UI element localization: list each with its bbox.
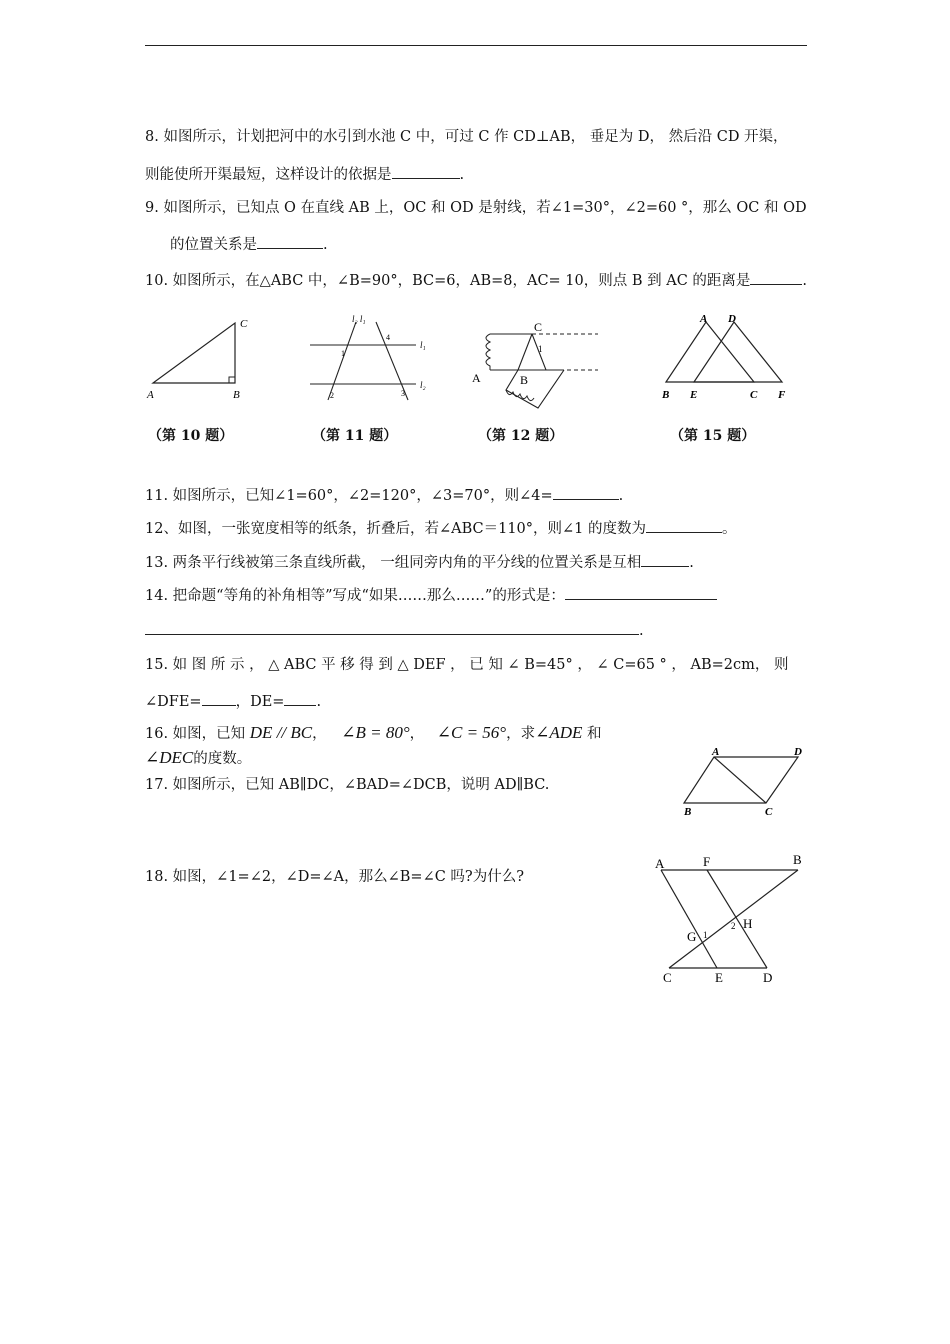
label-b: B [662,389,670,401]
caption-figure-11: （第 11 题） [312,428,398,444]
answer-blank-dfe[interactable] [202,691,236,706]
header-rule [145,45,807,46]
angle-1-label: 1 [538,344,543,354]
angle-1-label: 1 [341,349,345,358]
math-angle-dec: ∠DEC [145,748,194,767]
label-c: C [765,806,773,818]
answer-blank[interactable] [750,270,802,285]
label-l1: l₁ [420,340,426,350]
torn-edge-bottom [506,390,534,401]
label-f: F [778,389,786,401]
label-g: G [687,929,697,944]
angle-2-label: 2 [731,921,736,931]
caption-figure-12: （第 12 题） [478,428,564,444]
folded-strip-top [532,334,564,370]
right-angle-mark [229,377,235,383]
question-18: 18. 如图，∠1=∠2，∠D=∠A，那么∠B=∠C 吗?为什么? [145,869,524,885]
answer-blank[interactable] [646,518,722,533]
triangle-abc [153,323,235,383]
figure-15 [658,312,798,402]
math-angle-ade: ∠ADE [535,723,583,742]
figure-17 [680,745,820,820]
math-angle-b: ∠B = 80° [341,723,410,742]
question-15-line-1: 15. 如 图 所 示 ， △ ABC 平 移 得 到 △ DEF ， 已 知 ∠ B=45° ， ∠ C=65 ° ， AB=2cm， 则 [145,657,789,673]
caption-figure-10: （第 10 题） [148,428,234,444]
triangle-def [694,322,782,382]
question-16-line-2: ∠DEC的度数。 [145,748,252,767]
label-b: B [684,806,692,818]
label-b: B [233,389,240,401]
question-10: 10. 如图所示，在△ABC 中，∠B=90°，BC=6，AB=8，AC= 10，则点 B 到 AC 的距离是 . [145,270,807,291]
label-e: E [690,389,698,401]
figure-11 [308,312,438,402]
question-13: 13. 两条平行线被第三条直线所截， 一组同旁内角的平分线的位置关系是互相 . [145,552,694,573]
answer-blank[interactable] [641,552,689,567]
math-angle-c: ∠C = 56° [436,723,507,742]
line-fd [707,870,767,968]
angle-1-label: 1 [703,930,708,940]
label-c: C [534,320,543,334]
question-14-continuation: . [145,620,644,641]
question-9-line-2: 的位置关系是 . [170,234,328,255]
question-15-line-2: ∠DFE= ，DE= . [145,691,321,712]
torn-edge-left [486,334,490,370]
label-h: H [743,916,753,931]
figure-12 [468,318,608,418]
label-f: F [703,854,711,869]
label-b: B [793,852,802,867]
question-11: 11. 如图所示，已知∠1=60°，∠2=120°，∠3=70°，则∠4= . [145,485,623,506]
label-c: C [750,389,758,401]
angle-3-label: 3 [401,389,405,398]
answer-blank[interactable] [392,164,460,179]
question-12: 12、如图，一张宽度相等的纸条，折叠后，若∠ABC＝110°，则∠1 的度数为 。 [145,518,737,539]
parallelogram-abcd [684,757,798,803]
angle-4-label: 4 [386,333,390,342]
answer-blank[interactable] [553,485,619,500]
line-transversal-1 [328,322,356,400]
label-l2-l1: l₂ l₁ [352,314,366,324]
answer-blank[interactable] [145,620,639,635]
question-14: 14. 把命题“等角的补角相等”写成“如果……那么……”的形式是： [145,585,717,606]
question-8-line-2: 则能使所开渠最短，这样设计的依据是 . [145,164,464,185]
label-d: D [763,970,773,985]
label-c: C [240,318,248,330]
figure-18 [655,850,825,985]
question-9-line-1: 9. 如图所示，已知点 O 在直线 AB 上，OC 和 OD 是射线，若∠1=30°，∠2=60 °，那么 OC 和 OD [145,200,807,216]
label-a: A [472,371,481,385]
question-17: 17. 如图所示，已知 AB∥DC，∠BAD=∠DCB，说明 AD∥BC. [145,777,550,793]
label-l2: l₂ [420,380,426,390]
folded-strip [506,370,564,408]
answer-blank[interactable] [257,234,323,249]
label-a: A [147,389,154,401]
label-c: C [663,970,672,985]
label-a: A [655,856,665,871]
fold-line [518,334,532,370]
math-de-parallel-bc: DE // BC [249,723,313,742]
answer-blank-de[interactable] [284,691,316,706]
question-16-line-1: 16. 如图，已知 DE // BC， ∠B = 80°， ∠C = 56°，求∠ADE 和 [145,723,602,742]
label-a: A [700,313,708,325]
label-a: A [712,746,720,758]
label-b: B [520,373,529,387]
question-8-line-1: 8. 如图所示，计划把河中的水引到水池 C 中，可过 C 作 CD⊥AB， 垂足为 D， 然后沿 CD 开渠， [145,129,788,145]
caption-figure-15: （第 15 题） [670,428,756,444]
label-d: D [794,746,802,758]
answer-blank[interactable] [565,585,717,600]
diagonal-ac [714,757,766,803]
angle-2-label: 2 [330,391,334,400]
figure-10 [145,315,255,405]
label-e: E [715,970,723,985]
label-d: D [728,313,736,325]
